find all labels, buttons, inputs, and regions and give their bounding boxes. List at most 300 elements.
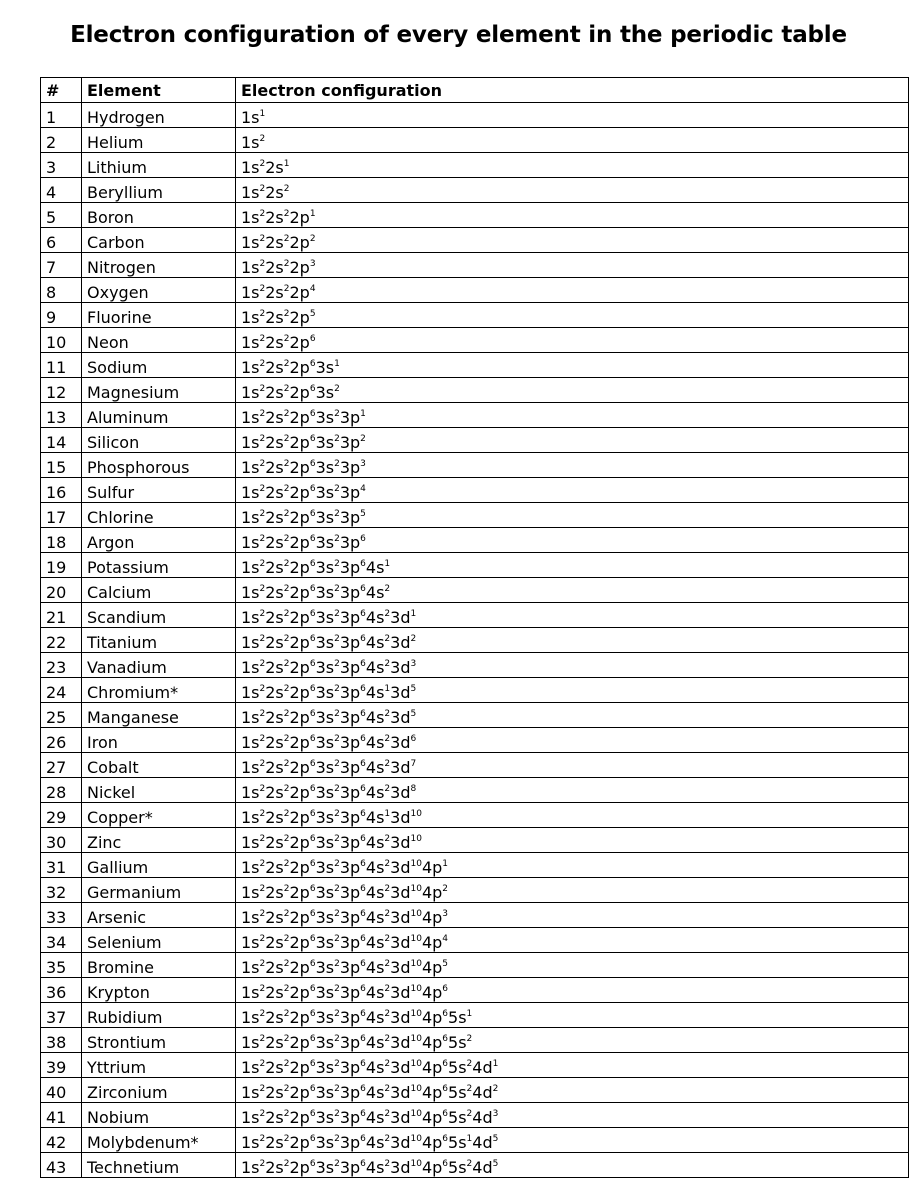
- orbital-label: 1s: [241, 908, 260, 927]
- electron-configuration-cell: [236, 878, 909, 903]
- electron-count: 6: [309, 459, 316, 469]
- orbital-label: 4s: [365, 933, 385, 952]
- electron-count: 2: [259, 159, 266, 169]
- electron-configuration-cell: [236, 803, 909, 828]
- electron-count: 2: [259, 634, 266, 644]
- orbital-label: 4p: [421, 933, 443, 952]
- orbital-label: 3d: [390, 808, 411, 827]
- orbital-label: 3p: [339, 533, 361, 552]
- orbital-label: 4s: [365, 758, 385, 777]
- atomic-number-cell: 2: [41, 128, 82, 153]
- electron-count: 2: [334, 659, 340, 669]
- atomic-number-cell: 34: [41, 928, 82, 953]
- orbital-label: 3d: [390, 1008, 411, 1027]
- table-row: [41, 128, 909, 153]
- electron-configuration-cell: [236, 203, 909, 228]
- electron-configuration-cell: [236, 503, 909, 528]
- table-row: [41, 178, 909, 203]
- atomic-number-cell: 27: [41, 753, 82, 778]
- electron-count: 2: [259, 809, 266, 819]
- electron-count: 2: [334, 684, 340, 694]
- orbital-label: 2p: [289, 633, 310, 652]
- electron-count: 6: [360, 1159, 366, 1169]
- electron-configuration-cell: [236, 1153, 909, 1178]
- orbital-label: 3s: [315, 658, 335, 677]
- electron-count: 5: [492, 1134, 499, 1144]
- electron-count: 6: [309, 809, 316, 819]
- orbital-label: 2s: [265, 733, 284, 752]
- electron-count: 6: [309, 409, 316, 419]
- atomic-number-cell: 8: [41, 278, 82, 303]
- orbital-label: 4s: [365, 883, 385, 902]
- orbital-label: 3s: [315, 433, 335, 452]
- electron-count: 1: [259, 109, 266, 119]
- electron-count: 2: [384, 734, 391, 744]
- orbital-label: 3s: [315, 883, 335, 902]
- electron-count: 2: [283, 584, 290, 594]
- table-row: [41, 453, 909, 478]
- electron-count: 2: [283, 884, 290, 894]
- electron-count: 2: [334, 634, 340, 644]
- electron-count: 2: [334, 434, 340, 444]
- orbital-label: 2s: [265, 833, 284, 852]
- element-name-cell: Fluorine: [82, 303, 236, 328]
- table-row: [41, 803, 909, 828]
- orbital-label: 3s: [315, 1058, 335, 1077]
- element-name-cell: Chlorine: [82, 503, 236, 528]
- electron-count: 6: [360, 709, 366, 719]
- table-row: [41, 378, 909, 403]
- electron-count: 2: [259, 884, 266, 894]
- orbital-label: 2s: [265, 758, 284, 777]
- electron-count: 4: [442, 934, 449, 944]
- electron-count: 10: [410, 1009, 422, 1019]
- orbital-label: 2s: [265, 183, 284, 202]
- orbital-label: 2s: [265, 408, 284, 427]
- electron-count: 2: [283, 984, 290, 994]
- electron-count: 2: [466, 1109, 473, 1119]
- orbital-label: 2s: [265, 333, 284, 352]
- page-title: Electron configuration of every element in the periodic table: [70, 22, 847, 48]
- orbital-label: 1s: [241, 1008, 260, 1027]
- electron-count: 2: [492, 1084, 499, 1094]
- orbital-label: 4p: [421, 1158, 443, 1177]
- electron-count: 2: [259, 584, 266, 594]
- orbital-label: 4s: [365, 633, 385, 652]
- element-name-cell: Hydrogen: [82, 103, 236, 128]
- electron-configuration-cell: [236, 178, 909, 203]
- atomic-number-cell: 9: [41, 303, 82, 328]
- table-row: [41, 228, 909, 253]
- electron-count: 2: [283, 509, 290, 519]
- electron-count: 6: [360, 934, 366, 944]
- electron-count: 2: [283, 309, 290, 319]
- electron-configuration-cell: [236, 328, 909, 353]
- orbital-label: 3p: [339, 858, 361, 877]
- electron-count: 2: [334, 859, 340, 869]
- orbital-label: 2p: [289, 758, 310, 777]
- orbital-label: 1s: [241, 308, 260, 327]
- electron-count: 6: [442, 1134, 449, 1144]
- electron-count: 2: [384, 959, 391, 969]
- orbital-label: 3d: [390, 858, 411, 877]
- orbital-label: 3p: [339, 783, 361, 802]
- electron-count: 2: [384, 1059, 391, 1069]
- orbital-label: 4p: [421, 858, 443, 877]
- electron-count: 10: [410, 984, 422, 994]
- electron-count: 10: [410, 834, 422, 844]
- orbital-label: 3s: [315, 1008, 335, 1027]
- orbital-label: 3s: [315, 358, 335, 377]
- electron-count: 2: [283, 759, 290, 769]
- electron-count: 1: [360, 409, 366, 419]
- orbital-label: 3s: [315, 1033, 335, 1052]
- orbital-label: 2p: [289, 458, 310, 477]
- orbital-label: 3s: [315, 733, 335, 752]
- table-row: [41, 578, 909, 603]
- electron-count: 2: [259, 934, 266, 944]
- electron-count: 2: [259, 1009, 266, 1019]
- electron-count: 2: [259, 709, 266, 719]
- orbital-label: 3d: [390, 708, 411, 727]
- orbital-label: 3s: [315, 858, 335, 877]
- electron-count: 6: [309, 609, 316, 619]
- orbital-label: 3s: [315, 1133, 335, 1152]
- orbital-label: 4s: [365, 658, 385, 677]
- orbital-label: 3p: [339, 558, 361, 577]
- orbital-label: 2s: [265, 783, 284, 802]
- table-row: [41, 528, 909, 553]
- electron-count: 8: [410, 784, 417, 794]
- orbital-label: 3p: [339, 908, 361, 927]
- element-name-cell: Beryllium: [82, 178, 236, 203]
- orbital-label: 2s: [265, 283, 284, 302]
- electron-count: 2: [259, 534, 266, 544]
- electron-count: 6: [360, 959, 366, 969]
- atomic-number-cell: 35: [41, 953, 82, 978]
- electron-count: 6: [360, 734, 366, 744]
- electron-count: 6: [442, 984, 449, 994]
- orbital-label: 2s: [265, 383, 284, 402]
- atomic-number-cell: 33: [41, 903, 82, 928]
- orbital-label: 3p: [339, 808, 361, 827]
- orbital-label: 2p: [289, 233, 310, 252]
- element-name-cell: Silicon: [82, 428, 236, 453]
- orbital-label: 2p: [289, 383, 310, 402]
- electron-count: 2: [384, 1084, 391, 1094]
- electron-count: 2: [384, 1134, 391, 1144]
- electron-count: 2: [259, 484, 266, 494]
- orbital-label: 2p: [289, 1083, 310, 1102]
- orbital-label: 2p: [289, 533, 310, 552]
- orbital-label: 3s: [315, 508, 335, 527]
- electron-count: 2: [334, 734, 340, 744]
- electron-count: 2: [334, 784, 340, 794]
- electron-count: 2: [283, 1034, 290, 1044]
- orbital-label: 4s: [365, 608, 385, 627]
- orbital-label: 3d: [390, 608, 411, 627]
- orbital-label: 3d: [390, 883, 411, 902]
- orbital-label: 3s: [315, 908, 335, 927]
- atomic-number-cell: 18: [41, 528, 82, 553]
- electron-count: 2: [334, 809, 340, 819]
- element-name-cell: Nobium: [82, 1103, 236, 1128]
- table-header-row: [41, 78, 909, 103]
- atomic-number-cell: 22: [41, 628, 82, 653]
- atomic-number-cell: 31: [41, 853, 82, 878]
- element-name-cell: Scandium: [82, 603, 236, 628]
- orbital-label: 3p: [339, 483, 361, 502]
- electron-count: 2: [334, 384, 340, 394]
- electron-count: 2: [283, 384, 290, 394]
- table-row: [41, 953, 909, 978]
- orbital-label: 1s: [241, 208, 260, 227]
- orbital-label: 3d: [390, 958, 411, 977]
- orbital-label: 3p: [339, 983, 361, 1002]
- element-name-cell: Gallium: [82, 853, 236, 878]
- orbital-label: 4s: [365, 958, 385, 977]
- orbital-label: 4p: [421, 1083, 443, 1102]
- electron-count: 3: [492, 1109, 499, 1119]
- electron-count: 6: [309, 534, 316, 544]
- electron-count: 2: [384, 709, 391, 719]
- orbital-label: 4p: [421, 1033, 443, 1052]
- orbital-label: 3s: [315, 458, 335, 477]
- orbital-label: 2s: [265, 633, 284, 652]
- orbital-label: 2p: [289, 583, 310, 602]
- electron-count: 2: [360, 434, 366, 444]
- orbital-label: 3s: [315, 758, 335, 777]
- electron-count: 2: [334, 584, 340, 594]
- electron-count: 2: [283, 609, 290, 619]
- orbital-label: 1s: [241, 508, 260, 527]
- orbital-label: 1s: [241, 1108, 260, 1127]
- electron-count: 6: [360, 684, 366, 694]
- element-name-cell: Cobalt: [82, 753, 236, 778]
- orbital-label: 3d: [390, 833, 411, 852]
- electron-count: 6: [309, 684, 316, 694]
- table-row: [41, 1153, 909, 1178]
- electron-count: 2: [283, 659, 290, 669]
- electron-configuration-cell: [236, 103, 909, 128]
- atomic-number-cell: 16: [41, 478, 82, 503]
- element-name-cell: Carbon: [82, 228, 236, 253]
- electron-configuration-cell: [236, 1003, 909, 1028]
- orbital-label: 3d: [390, 1083, 411, 1102]
- electron-count: 2: [259, 1084, 266, 1094]
- electron-count: 2: [384, 584, 391, 594]
- orbital-label: 2s: [265, 608, 284, 627]
- orbital-label: 2p: [289, 933, 310, 952]
- orbital-label: 2p: [289, 433, 310, 452]
- electron-count: 2: [283, 1084, 290, 1094]
- electron-count: 2: [384, 1109, 391, 1119]
- table-row: [41, 503, 909, 528]
- electron-count: 5: [492, 1159, 499, 1169]
- electron-count: 2: [466, 1159, 473, 1169]
- electron-count: 6: [360, 1034, 366, 1044]
- orbital-label: 4s: [365, 1108, 385, 1127]
- electron-count: 2: [384, 1034, 391, 1044]
- electron-count: 2: [259, 784, 266, 794]
- electron-count: 2: [259, 959, 266, 969]
- atomic-number-cell: 3: [41, 153, 82, 178]
- electron-count: 2: [334, 959, 340, 969]
- electron-configuration-cell: [236, 728, 909, 753]
- electron-count: 6: [309, 484, 316, 494]
- electron-count: 2: [259, 459, 266, 469]
- table-row: [41, 478, 909, 503]
- orbital-label: 2s: [265, 933, 284, 952]
- orbital-label: 3s: [315, 608, 335, 627]
- atomic-number-cell: 19: [41, 553, 82, 578]
- element-name-cell: Sodium: [82, 353, 236, 378]
- orbital-label: 2p: [289, 333, 310, 352]
- element-name-cell: Oxygen: [82, 278, 236, 303]
- electron-configuration-cell: [236, 528, 909, 553]
- orbital-label: 3d: [390, 658, 411, 677]
- atomic-number-cell: 29: [41, 803, 82, 828]
- electron-count: 5: [360, 509, 366, 519]
- electron-count: 5: [309, 309, 316, 319]
- orbital-label: 5s: [448, 1158, 467, 1177]
- electron-count: 6: [309, 1059, 316, 1069]
- table-row: [41, 303, 909, 328]
- atomic-number-cell: 43: [41, 1153, 82, 1178]
- electron-count: 6: [309, 559, 316, 569]
- orbital-label: 2p: [289, 608, 310, 627]
- orbital-label: 2s: [265, 558, 284, 577]
- electron-count: 2: [384, 759, 391, 769]
- electron-configuration-cell: [236, 403, 909, 428]
- electron-count: 6: [442, 1059, 449, 1069]
- electron-count: 2: [283, 1009, 290, 1019]
- electron-count: 4: [309, 284, 316, 294]
- electron-configuration-cell: [236, 928, 909, 953]
- electron-count: 2: [259, 259, 266, 269]
- orbital-label: 3s: [315, 383, 335, 402]
- orbital-label: 3p: [339, 1108, 361, 1127]
- electron-count: 2: [334, 609, 340, 619]
- orbital-label: 1s: [241, 158, 260, 177]
- electron-count: 2: [466, 1034, 473, 1044]
- orbital-label: 2p: [289, 283, 310, 302]
- orbital-label: 2s: [265, 1083, 284, 1102]
- orbital-label: 3s: [315, 1158, 335, 1177]
- electron-count: 2: [334, 1009, 340, 1019]
- orbital-label: 3d: [390, 908, 411, 927]
- electron-count: 2: [283, 209, 290, 219]
- electron-count: 10: [410, 884, 422, 894]
- orbital-label: 1s: [241, 108, 260, 127]
- orbital-label: 1s: [241, 358, 260, 377]
- electron-configuration-cell: [236, 678, 909, 703]
- electron-count: 2: [259, 559, 266, 569]
- electron-count: 2: [283, 734, 290, 744]
- electron-count: 6: [309, 759, 316, 769]
- electron-count: 10: [410, 859, 422, 869]
- electron-count: 6: [309, 1009, 316, 1019]
- table-row: [41, 828, 909, 853]
- electron-count: 4: [360, 484, 366, 494]
- element-name-cell: Rubidium: [82, 1003, 236, 1028]
- orbital-label: 2p: [289, 958, 310, 977]
- orbital-label: 4s: [365, 983, 385, 1002]
- table-row: [41, 353, 909, 378]
- electron-count: 2: [384, 659, 391, 669]
- orbital-label: 1s: [241, 258, 260, 277]
- electron-count: 2: [259, 1059, 266, 1069]
- electron-count: 2: [334, 534, 340, 544]
- orbital-label: 3d: [390, 783, 411, 802]
- orbital-label: 4s: [365, 583, 385, 602]
- orbital-label: 2s: [265, 808, 284, 827]
- electron-configuration-cell: [236, 578, 909, 603]
- orbital-label: 3s: [315, 583, 335, 602]
- orbital-label: 2p: [289, 558, 310, 577]
- electron-count: 6: [360, 609, 366, 619]
- orbital-label: 4s: [365, 683, 385, 702]
- orbital-label: 3d: [390, 1033, 411, 1052]
- table-row: [41, 1003, 909, 1028]
- electron-count: 10: [410, 959, 422, 969]
- orbital-label: 2p: [289, 1058, 310, 1077]
- orbital-label: 4s: [365, 833, 385, 852]
- orbital-label: 3p: [339, 958, 361, 977]
- orbital-label: 2s: [265, 1108, 284, 1127]
- atomic-number-cell: 14: [41, 428, 82, 453]
- electron-count: 6: [360, 834, 366, 844]
- element-name-cell: Selenium: [82, 928, 236, 953]
- orbital-label: 2s: [265, 1008, 284, 1027]
- electron-count: 2: [283, 634, 290, 644]
- orbital-label: 3d: [390, 1158, 411, 1177]
- electron-count: 2: [259, 284, 266, 294]
- element-name-cell: Calcium: [82, 578, 236, 603]
- electron-count: 6: [309, 1034, 316, 1044]
- electron-count: 2: [384, 984, 391, 994]
- table-row: [41, 203, 909, 228]
- orbital-label: 3p: [339, 683, 361, 702]
- electron-count: 6: [309, 709, 316, 719]
- electron-count: 2: [259, 509, 266, 519]
- electron-count: 6: [360, 809, 366, 819]
- electron-configuration-cell: [236, 278, 909, 303]
- electron-count: 2: [283, 809, 290, 819]
- electron-count: 6: [309, 1134, 316, 1144]
- orbital-label: 3d: [390, 633, 411, 652]
- electron-count: 1: [492, 1059, 499, 1069]
- orbital-label: 4p: [421, 1108, 443, 1127]
- element-name-cell: Krypton: [82, 978, 236, 1003]
- electron-count: 6: [360, 784, 366, 794]
- electron-count: 2: [283, 709, 290, 719]
- electron-count: 2: [283, 234, 290, 244]
- orbital-label: 1s: [241, 558, 260, 577]
- electron-count: 1: [384, 809, 391, 819]
- electron-count: 1: [309, 209, 316, 219]
- atomic-number-cell: 39: [41, 1053, 82, 1078]
- orbital-label: 2s: [265, 683, 284, 702]
- electron-configuration-cell: [236, 1028, 909, 1053]
- table-row: [41, 328, 909, 353]
- orbital-label: 4s: [365, 708, 385, 727]
- orbital-label: 4p: [421, 1008, 443, 1027]
- electron-count: 2: [334, 934, 340, 944]
- orbital-label: 3p: [339, 1058, 361, 1077]
- orbital-label: 4p: [421, 883, 443, 902]
- orbital-label: 2p: [289, 808, 310, 827]
